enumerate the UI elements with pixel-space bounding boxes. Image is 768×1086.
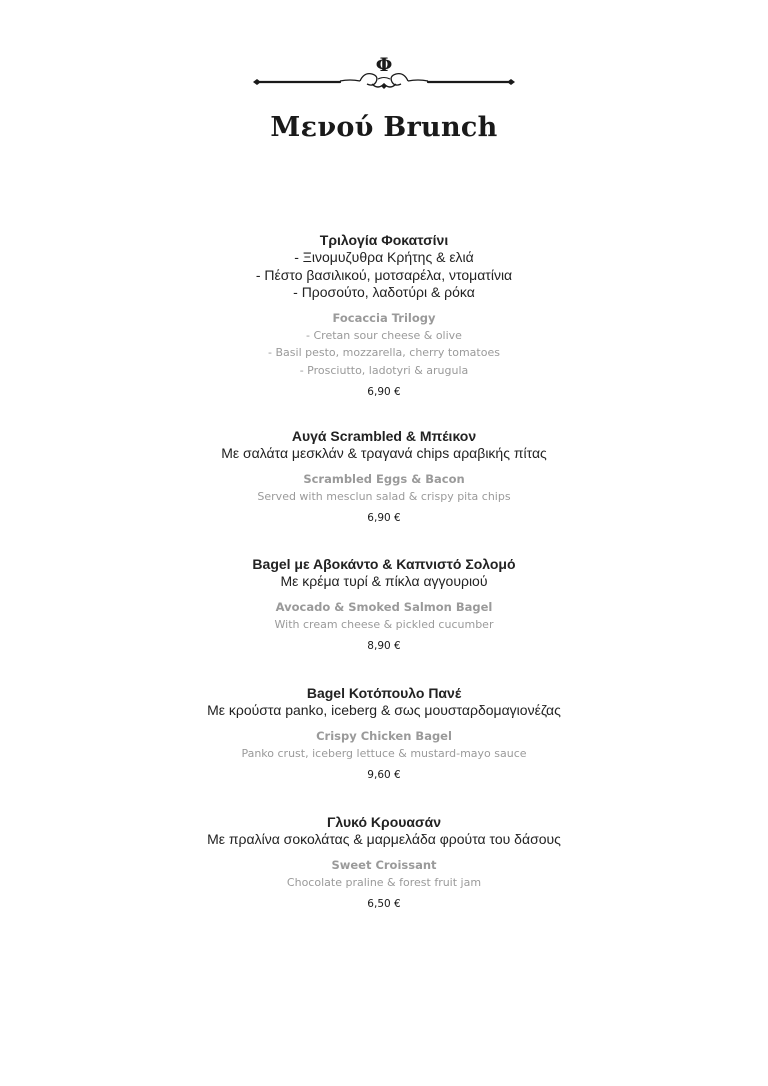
item-english-name: Scrambled Eggs & Bacon [303, 471, 465, 486]
item-greek-name: Bagel με Αβοκάντο & Καπνιστό Σολομό [252, 556, 516, 572]
item-price: 9,60 € [367, 769, 401, 781]
item-english-name: Avocado & Smoked Salmon Bagel [275, 599, 493, 614]
item-price: 6,90 € [367, 386, 401, 398]
item-greek-desc: Με σαλάτα μεσκλάν & τραγανά chips αραβικής πίτας [221, 445, 547, 461]
item-english-desc: - Basil pesto, mozzarella, cherry tomatoes [268, 346, 500, 359]
item-english-desc: - Prosciutto, ladotyri & arugula [299, 363, 469, 377]
item-greek-desc: - Προσούτο, λαδοτύρι & ρόκα [293, 284, 475, 300]
item-english-desc: Chocolate praline & forest fruit jam [286, 875, 482, 889]
item-greek-name: Τριλογία Φοκατσίνι [319, 232, 449, 248]
item-greek-name: Αυγά Scrambled & Μπέικον [291, 428, 477, 444]
item-english-desc: - Cretan sour cheese & olive [306, 328, 462, 342]
item-greek-desc: Με κρέμα τυρί & πίκλα αγγουριού [280, 573, 488, 589]
item-price: 6,90 € [367, 512, 401, 524]
menu-item [0, 428, 768, 525]
item-greek-desc: Με πραλίνα σοκολάτας & μαρμελάδα φρούτα του δάσους [207, 831, 561, 847]
item-greek-desc: Με κρούστα panko, iceberg & σως μουσταρδομαγιονέζας [207, 702, 561, 718]
item-price: 8,90 € [367, 640, 401, 652]
menu-item [0, 556, 768, 653]
item-english-desc: Served with mesclun salad & crispy pita chips [257, 489, 511, 503]
item-english-name: Focaccia Trilogy [332, 310, 436, 325]
menu-item [0, 685, 768, 782]
item-price: 6,50 € [367, 898, 401, 910]
menu-item [0, 814, 768, 911]
ornament-divider-icon [250, 50, 518, 98]
item-greek-desc: - Πέστο βασιλικού, μοτσαρέλα, ντοματίνια [255, 266, 513, 283]
page-title: Μενού Brunch [270, 112, 498, 143]
item-greek-name: Γλυκό Κρουασάν [327, 814, 441, 830]
menu-item [0, 232, 768, 399]
logo-letter: Φ [375, 54, 393, 76]
item-english-name: Crispy Chicken Bagel [316, 728, 452, 743]
item-english-desc: With cream cheese & pickled cucumber [274, 617, 494, 631]
item-greek-name: Bagel Κοτόπουλο Πανέ [306, 685, 462, 701]
item-english-name: Sweet Croissant [331, 857, 437, 872]
item-greek-desc: - Ξινομυζυθρα Κρήτης & ελιά [294, 249, 474, 265]
item-english-desc: Panko crust, iceberg lettuce & mustard-mayo sauce [241, 746, 527, 760]
